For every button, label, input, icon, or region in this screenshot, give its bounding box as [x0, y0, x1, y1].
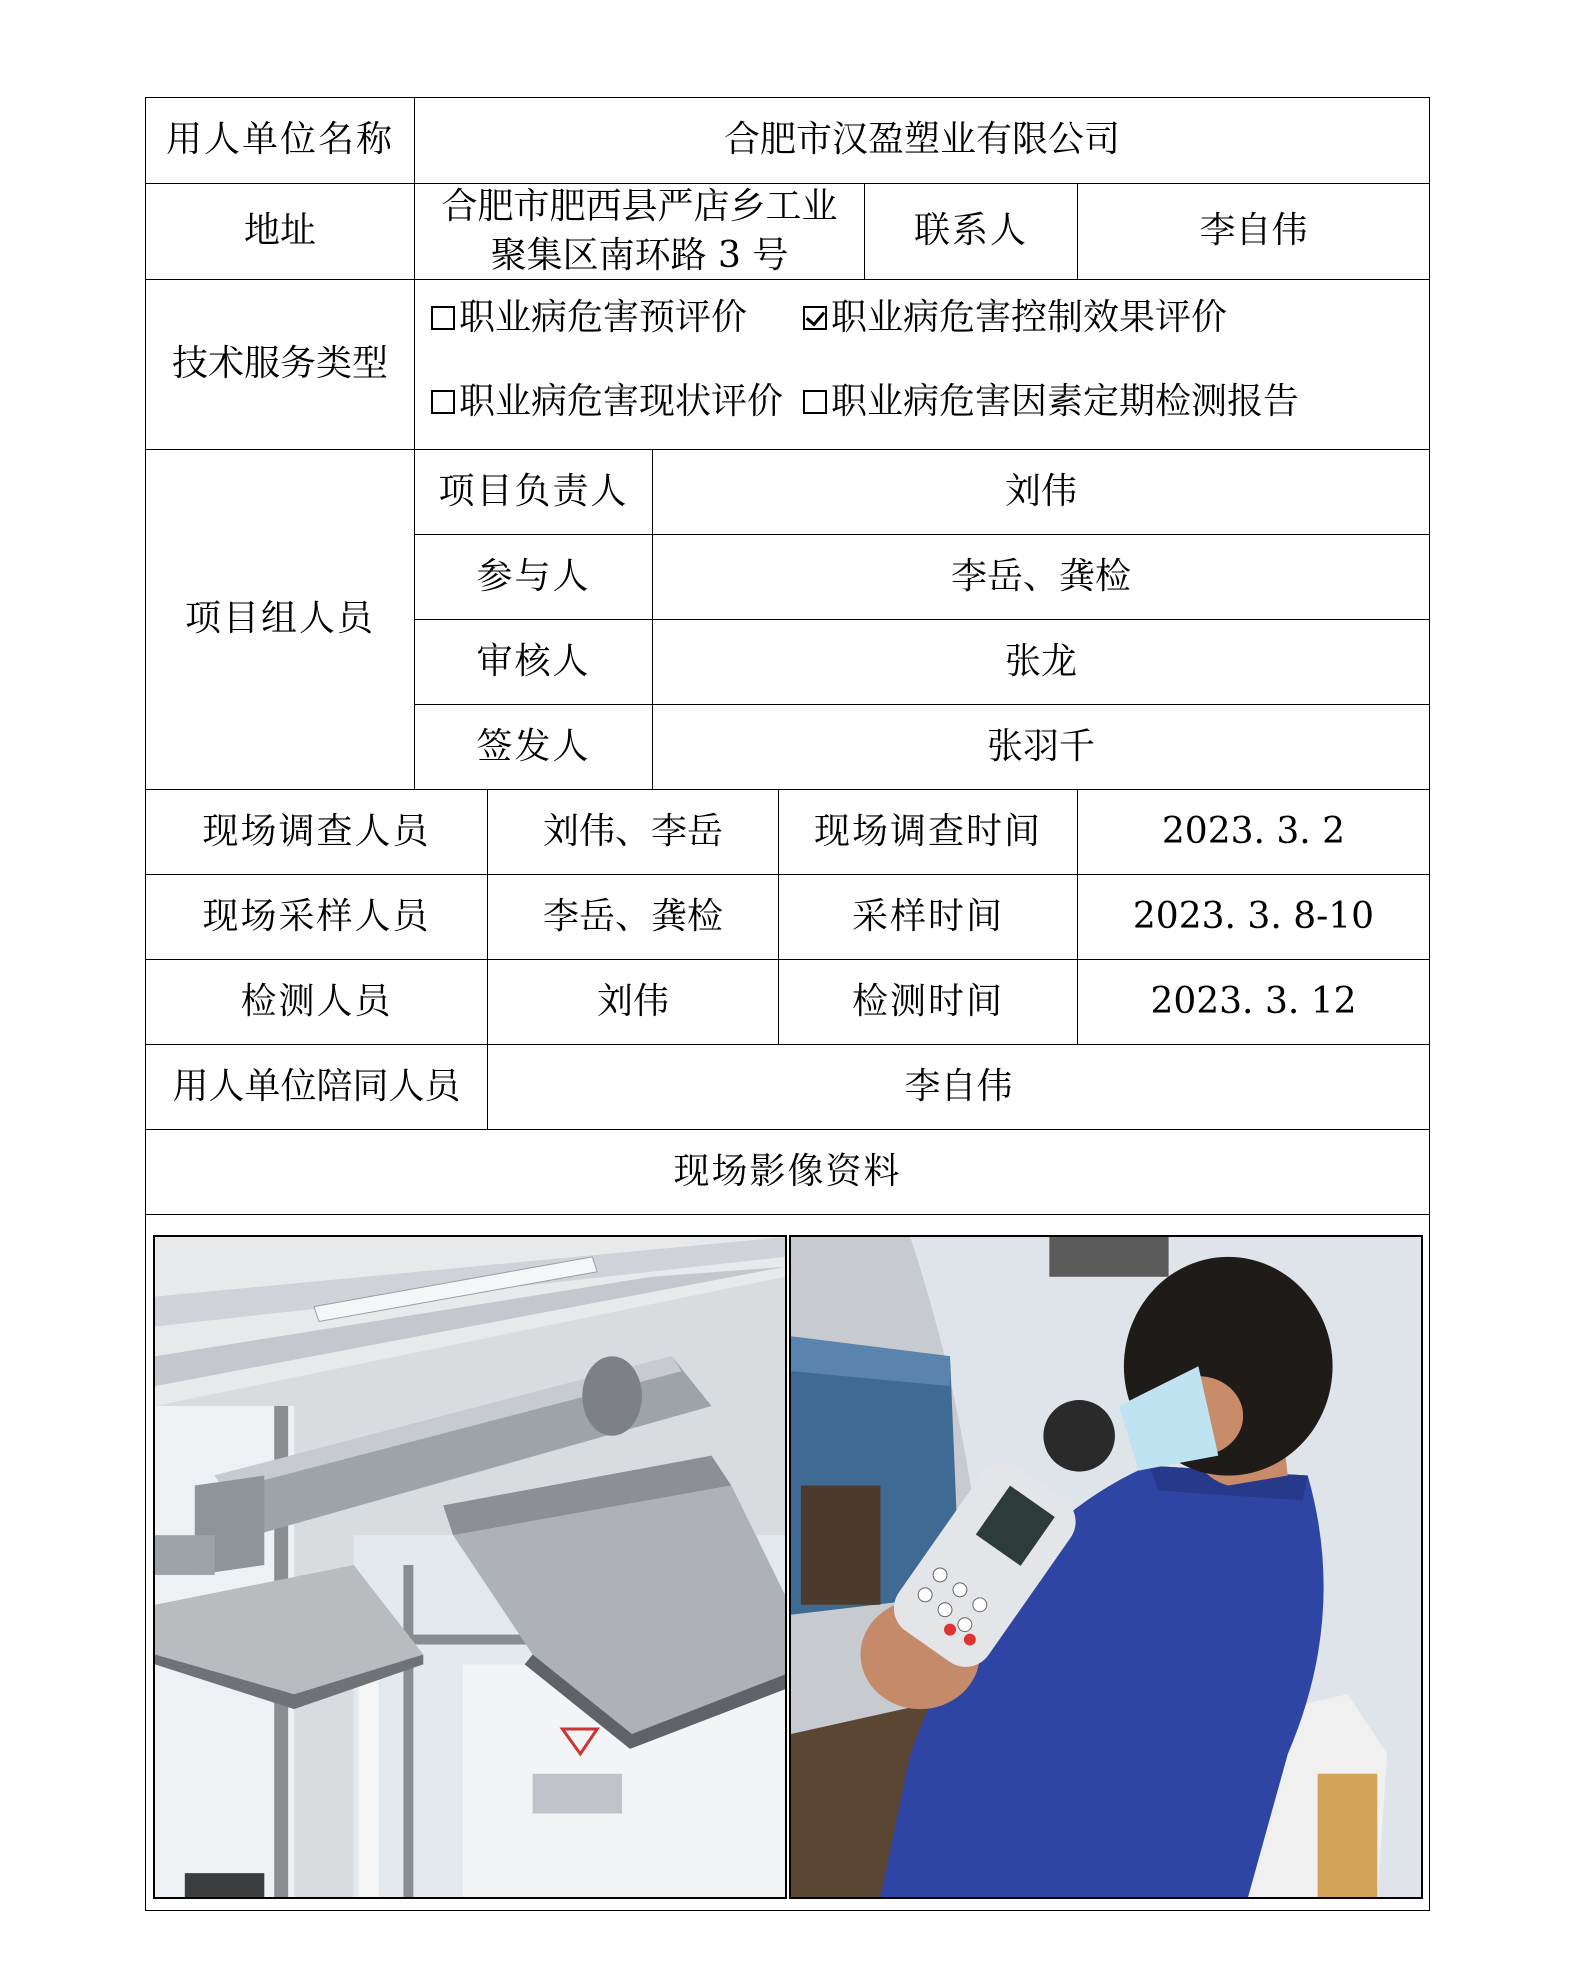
service-option-periodic-detection[interactable]: [803, 378, 1299, 427]
contact-name: 李自伟: [1078, 184, 1429, 280]
checkbox-icon: [803, 390, 827, 414]
service-line-1: [431, 294, 1227, 343]
sampling-time-label: 采样时间: [779, 875, 1078, 960]
team-member: 刘伟: [653, 450, 1429, 535]
address-line-1: 合肥市肥西县严店乡工业: [441, 185, 838, 227]
sampling-staff-label: 现场采样人员: [146, 875, 488, 960]
service-option-label: 职业病危害控制效果评价: [831, 297, 1228, 338]
ventilation-photo-drawing: [155, 1237, 785, 1897]
service-type-options: [415, 280, 1429, 450]
employer-name: 合肥市汉盈塑业有限公司: [415, 98, 1429, 184]
service-option-status-evaluation[interactable]: [431, 378, 803, 427]
checkbox-icon: [431, 306, 455, 330]
team-role: 签发人: [415, 705, 653, 790]
team-member: 张龙: [653, 620, 1429, 705]
team-label: 项目组人员: [146, 450, 415, 790]
service-option-label: 职业病危害因素定期检测报告: [831, 381, 1300, 422]
employer-label: 用人单位名称: [146, 98, 415, 184]
sampling-time: 2023. 3. 8-10: [1078, 875, 1429, 960]
checkbox-icon: [431, 390, 455, 414]
sampling-staff: 李岳、龚检: [488, 875, 779, 960]
survey-staff-label: 现场调查人员: [146, 790, 488, 875]
service-option-control-effect[interactable]: [803, 294, 1227, 343]
team-member: 张羽千: [653, 705, 1429, 790]
info-table: [145, 97, 1430, 1911]
survey-time: 2023. 3. 2: [1078, 790, 1429, 875]
noise-meter-measurement-photo: [789, 1235, 1423, 1899]
testing-time-label: 检测时间: [779, 960, 1078, 1045]
ventilation-hood-duct-photo: [153, 1235, 787, 1899]
checked-checkbox-icon: [803, 306, 827, 330]
testing-staff-label: 检测人员: [146, 960, 488, 1045]
team-role: 项目负责人: [415, 450, 653, 535]
escort-name: 李自伟: [488, 1045, 1429, 1130]
address-label: 地址: [146, 184, 415, 280]
address-line-2: 聚集区南环路 3 号: [490, 234, 789, 276]
testing-time: 2023. 3. 12: [1078, 960, 1429, 1045]
team-role: 审核人: [415, 620, 653, 705]
images-section-title: 现场影像资料: [146, 1130, 1429, 1215]
survey-time-label: 现场调查时间: [779, 790, 1078, 875]
service-line-2: [431, 378, 1299, 427]
service-type-label: 技术服务类型: [146, 280, 415, 450]
address-value: [415, 184, 865, 280]
testing-staff: 刘伟: [488, 960, 779, 1045]
contact-label: 联系人: [865, 184, 1078, 280]
service-option-label: 职业病危害预评价: [459, 297, 748, 338]
service-option-pre-evaluation[interactable]: [431, 294, 803, 343]
service-option-label: 职业病危害现状评价: [459, 381, 784, 422]
escort-label: 用人单位陪同人员: [146, 1045, 488, 1130]
team-role: 参与人: [415, 535, 653, 620]
noise-photo-drawing: [791, 1237, 1421, 1897]
survey-staff: 刘伟、李岳: [488, 790, 779, 875]
team-member: 李岳、龚检: [653, 535, 1429, 620]
